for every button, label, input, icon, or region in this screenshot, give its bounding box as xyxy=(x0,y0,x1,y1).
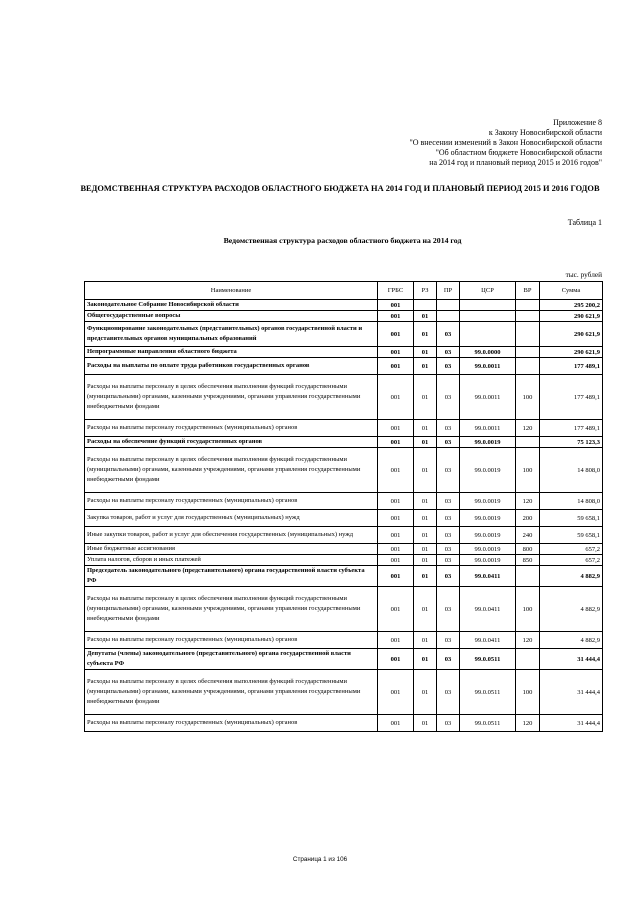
cell-rz: 01 xyxy=(414,566,437,587)
cell-rz: 01 xyxy=(414,527,437,544)
cell-grbs: 001 xyxy=(378,300,414,311)
cell-grbs: 001 xyxy=(378,510,414,527)
table-row xyxy=(85,566,603,587)
cell-csr: 99.0.0511 xyxy=(460,715,516,732)
table-row xyxy=(85,375,603,420)
cell-sum: 4 882,9 xyxy=(540,566,603,587)
cell-rz: 01 xyxy=(414,649,437,670)
cell-sum: 31 444,4 xyxy=(540,649,603,670)
cell-vr xyxy=(516,300,540,311)
cell-pr: 03 xyxy=(437,544,460,555)
cell-pr: 03 xyxy=(437,420,460,437)
table-row xyxy=(85,311,603,322)
appendix-line: к Закону Новосибирской области xyxy=(488,128,602,137)
cell-sum: 14 808,0 xyxy=(540,493,603,510)
cell-sum: 59 658,1 xyxy=(540,510,603,527)
appendix-line: "О внесении изменений в Закон Новосибирской области xyxy=(409,138,602,147)
cell-vr xyxy=(516,358,540,375)
appendix-block xyxy=(272,118,602,168)
header-pr: ПР xyxy=(437,282,460,300)
table-row xyxy=(85,358,603,375)
cell-rz: 01 xyxy=(414,322,437,347)
table-row xyxy=(85,632,603,649)
cell-name: Закупка товаров, работ и услуг для государственных (муниципальных) нужд xyxy=(85,510,378,527)
cell-vr: 200 xyxy=(516,510,540,527)
cell-csr: 99.0.0411 xyxy=(460,566,516,587)
table-row xyxy=(85,670,603,715)
cell-pr: 03 xyxy=(437,358,460,375)
cell-grbs: 001 xyxy=(378,527,414,544)
cell-pr: 03 xyxy=(437,448,460,493)
cell-vr: 100 xyxy=(516,670,540,715)
cell-name: Расходы на выплаты персоналу государственных (муниципальных) органов xyxy=(85,493,378,510)
cell-grbs: 001 xyxy=(378,587,414,632)
cell-sum: 31 444,4 xyxy=(540,715,603,732)
cell-pr: 03 xyxy=(437,566,460,587)
table-row xyxy=(85,715,603,732)
cell-grbs: 001 xyxy=(378,566,414,587)
cell-sum: 177 489,1 xyxy=(540,420,603,437)
cell-grbs: 001 xyxy=(378,347,414,358)
cell-name: Расходы на выплаты персоналу в целях обеспечения выполнения функций государственными (муниципальными) органами, казенными учреждениями, органами управления государственными внебюджетными фондами xyxy=(85,375,378,420)
cell-sum: 177 489,1 xyxy=(540,375,603,420)
cell-pr: 03 xyxy=(437,587,460,632)
cell-sum: 290 621,9 xyxy=(540,311,603,322)
cell-vr: 120 xyxy=(516,715,540,732)
table-row xyxy=(85,555,603,566)
table-row xyxy=(85,587,603,632)
cell-sum: 4 882,9 xyxy=(540,587,603,632)
cell-sum: 290 621,9 xyxy=(540,347,603,358)
cell-vr xyxy=(516,347,540,358)
cell-sum: 295 200,2 xyxy=(540,300,603,311)
cell-grbs: 001 xyxy=(378,375,414,420)
cell-name: Функционирование законодательных (представительных) органов государственной власти и представительных органов муниципальных образований xyxy=(85,322,378,347)
header-rz: РЗ xyxy=(414,282,437,300)
cell-pr xyxy=(437,311,460,322)
header-csr: ЦСР xyxy=(460,282,516,300)
cell-sum: 657,2 xyxy=(540,555,603,566)
table-row xyxy=(85,300,603,311)
cell-csr: 99.0.0000 xyxy=(460,347,516,358)
cell-grbs: 001 xyxy=(378,715,414,732)
cell-name: Иные закупки товаров, работ и услуг для обеспечения государственных (муниципальных) нужд xyxy=(85,527,378,544)
table-row xyxy=(85,347,603,358)
cell-rz: 01 xyxy=(414,632,437,649)
table-number-label: Таблица 1 xyxy=(567,218,602,227)
cell-pr: 03 xyxy=(437,649,460,670)
cell-csr: 99.0.0019 xyxy=(460,448,516,493)
cell-grbs: 001 xyxy=(378,420,414,437)
table-row xyxy=(85,448,603,493)
cell-grbs: 001 xyxy=(378,493,414,510)
cell-pr xyxy=(437,300,460,311)
cell-csr xyxy=(460,311,516,322)
table-row xyxy=(85,322,603,347)
cell-sum: 31 444,4 xyxy=(540,670,603,715)
cell-grbs: 001 xyxy=(378,649,414,670)
cell-vr: 240 xyxy=(516,527,540,544)
cell-vr: 100 xyxy=(516,448,540,493)
cell-csr: 99.0.0511 xyxy=(460,670,516,715)
cell-csr: 99.0.0019 xyxy=(460,437,516,448)
cell-vr: 100 xyxy=(516,587,540,632)
document-title: ВЕДОМСТВЕННАЯ СТРУКТУРА РАСХОДОВ ОБЛАСТНОГО БЮДЖЕТА НА 2014 ГОД И ПЛАНОВЫЙ ПЕРИОД 2015 И 2016 ГОДОВ xyxy=(80,184,600,193)
cell-rz: 01 xyxy=(414,420,437,437)
cell-csr: 99.0.0011 xyxy=(460,420,516,437)
cell-pr: 03 xyxy=(437,527,460,544)
cell-rz: 01 xyxy=(414,555,437,566)
cell-rz: 01 xyxy=(414,448,437,493)
cell-vr: 850 xyxy=(516,555,540,566)
cell-csr: 99.0.0019 xyxy=(460,544,516,555)
cell-name: Расходы на выплаты персоналу государственных (муниципальных) органов xyxy=(85,715,378,732)
cell-csr: 99.0.0411 xyxy=(460,632,516,649)
cell-csr: 99.0.0011 xyxy=(460,358,516,375)
cell-sum: 59 658,1 xyxy=(540,527,603,544)
cell-name: Расходы на обеспечение функций государственных органов xyxy=(85,437,378,448)
cell-vr xyxy=(516,322,540,347)
cell-pr: 03 xyxy=(437,375,460,420)
header-vr: ВР xyxy=(516,282,540,300)
table-row xyxy=(85,544,603,555)
cell-pr: 03 xyxy=(437,715,460,732)
cell-csr: 99.0.0019 xyxy=(460,510,516,527)
cell-vr xyxy=(516,437,540,448)
cell-rz xyxy=(414,300,437,311)
cell-pr: 03 xyxy=(437,347,460,358)
appendix-line: на 2014 год и плановый период 2015 и 2016 годов" xyxy=(429,158,602,167)
appendix-line: "Об областном бюджете Новосибирской области xyxy=(435,148,602,157)
cell-rz: 01 xyxy=(414,493,437,510)
cell-sum: 4 882,9 xyxy=(540,632,603,649)
cell-csr: 99.0.0511 xyxy=(460,649,516,670)
table-subtitle: Ведомственная структура расходов областного бюджета на 2014 год xyxy=(223,236,462,245)
cell-pr: 03 xyxy=(437,670,460,715)
cell-pr: 03 xyxy=(437,493,460,510)
cell-name: Уплата налогов, сборов и иных платежей xyxy=(85,555,378,566)
cell-pr: 03 xyxy=(437,632,460,649)
table-header-row xyxy=(85,282,603,300)
cell-csr: 99.0.0011 xyxy=(460,375,516,420)
cell-rz: 01 xyxy=(414,311,437,322)
cell-pr: 03 xyxy=(437,510,460,527)
cell-grbs: 001 xyxy=(378,448,414,493)
cell-grbs: 001 xyxy=(378,544,414,555)
cell-sum: 290 621,9 xyxy=(540,322,603,347)
cell-vr: 120 xyxy=(516,420,540,437)
cell-pr: 03 xyxy=(437,555,460,566)
table-row xyxy=(85,527,603,544)
cell-name: Расходы на выплаты персоналу государственных (муниципальных) органов xyxy=(85,632,378,649)
cell-vr xyxy=(516,566,540,587)
table-row xyxy=(85,493,603,510)
cell-grbs: 001 xyxy=(378,555,414,566)
cell-sum: 657,2 xyxy=(540,544,603,555)
cell-name: Законодательное Собрание Новосибирской области xyxy=(85,300,378,311)
units-label: тыс. рублей xyxy=(565,270,602,279)
cell-pr: 03 xyxy=(437,437,460,448)
cell-vr xyxy=(516,649,540,670)
cell-csr xyxy=(460,322,516,347)
cell-rz: 01 xyxy=(414,587,437,632)
table-row xyxy=(85,649,603,670)
cell-rz: 01 xyxy=(414,544,437,555)
cell-sum: 177 489,1 xyxy=(540,358,603,375)
cell-csr: 99.0.0411 xyxy=(460,587,516,632)
cell-rz: 01 xyxy=(414,510,437,527)
header-grbs: ГРБС xyxy=(378,282,414,300)
cell-name: Председатель законодательного (представительного) органа государственной власти субъекта РФ xyxy=(85,566,378,587)
cell-name: Расходы на выплаты персоналу государственных (муниципальных) органов xyxy=(85,420,378,437)
cell-name: Депутаты (члены) законодательного (представительного) органа государственной власти субъекта РФ xyxy=(85,649,378,670)
cell-vr: 100 xyxy=(516,375,540,420)
cell-name: Общегосударственные вопросы xyxy=(85,311,378,322)
table-row xyxy=(85,510,603,527)
cell-name: Расходы на выплаты персоналу в целях обеспечения выполнения функций государственными (муниципальными) органами, казенными учреждениями, органами управления государственными внебюджетными фондами xyxy=(85,587,378,632)
cell-csr: 99.0.0019 xyxy=(460,527,516,544)
cell-name: Иные бюджетные ассигнования xyxy=(85,544,378,555)
cell-pr: 03 xyxy=(437,322,460,347)
cell-name: Расходы на выплаты по оплате труда работников государственных органов xyxy=(85,358,378,375)
table-row xyxy=(85,437,603,448)
header-name: Наименование xyxy=(85,282,378,300)
cell-vr: 120 xyxy=(516,632,540,649)
cell-rz: 01 xyxy=(414,670,437,715)
cell-rz: 01 xyxy=(414,358,437,375)
cell-grbs: 001 xyxy=(378,358,414,375)
budget-table xyxy=(84,281,603,732)
cell-grbs: 001 xyxy=(378,322,414,347)
page-footer: Страница 1 из 106 xyxy=(292,856,348,863)
cell-csr: 99.0.0019 xyxy=(460,493,516,510)
cell-sum: 75 123,3 xyxy=(540,437,603,448)
cell-csr: 99.0.0019 xyxy=(460,555,516,566)
cell-csr xyxy=(460,300,516,311)
cell-name: Расходы на выплаты персоналу в целях обеспечения выполнения функций государственными (муниципальными) органами, казенными учреждениями, органами управления государственными внебюджетными фондами xyxy=(85,448,378,493)
header-sum: Сумма xyxy=(540,282,603,300)
cell-rz: 01 xyxy=(414,347,437,358)
cell-rz: 01 xyxy=(414,437,437,448)
table-row xyxy=(85,420,603,437)
cell-grbs: 001 xyxy=(378,670,414,715)
cell-sum: 14 808,0 xyxy=(540,448,603,493)
cell-grbs: 001 xyxy=(378,311,414,322)
cell-vr: 800 xyxy=(516,544,540,555)
cell-rz: 01 xyxy=(414,715,437,732)
cell-name: Непрограммные направления областного бюджета xyxy=(85,347,378,358)
cell-grbs: 001 xyxy=(378,632,414,649)
cell-vr xyxy=(516,311,540,322)
appendix-line: Приложение 8 xyxy=(553,118,602,127)
cell-name: Расходы на выплаты персоналу в целях обеспечения выполнения функций государственными (муниципальными) органами, казенными учреждениями, органами управления государственными внебюджетными фондами xyxy=(85,670,378,715)
cell-rz: 01 xyxy=(414,375,437,420)
cell-grbs: 001 xyxy=(378,437,414,448)
cell-vr: 120 xyxy=(516,493,540,510)
